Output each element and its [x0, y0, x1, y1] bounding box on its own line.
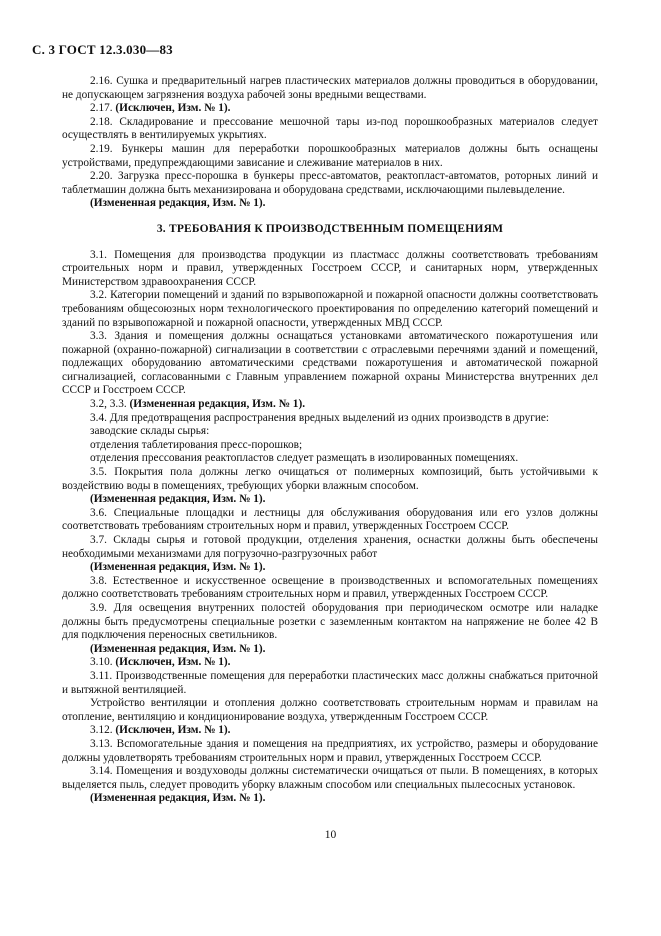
paragraph: заводские склады сырья: [90, 425, 210, 438]
paragraph: 3.1. Помещения для производства продукции из пластмасс должны соответствовать требованиям строительных норм и правил, утвержденных Госстроем СССР, и санитарных норм, утвержденных Министерством здравоохранения СССР. [62, 248, 598, 288]
paragraph: 3.14. Помещения и воздуховоды должны систематически очищаться от пыли. В помещениях, в которых выделяется пыль, следует проводить уборку влажным способом или специальных пылесосных установок. [62, 765, 598, 791]
clause-excluded [62, 102, 598, 116]
paragraph: 2.16. Сушка и предварительный нагрев пластических материалов должны проводиться в оборудовании, не допускающем загрязнения воздуха рабочей зоны вредными веществами. [62, 75, 598, 101]
section-2-continuation [62, 75, 598, 211]
paragraph: 3.8. Естественное и искусственное освещение в производственных и вспомогательных помещениях должно соответствовать требованиям строительных норм и правил, утвержденных Госстроем СССР. [62, 574, 598, 601]
clause-excluded [62, 398, 598, 412]
section-title: 3. ТРЕБОВАНИЯ К ПРОИЗВОДСТВЕННЫМ ПОМЕЩЕНИЯМ [156, 222, 504, 235]
page-header: С. 3 ГОСТ 12.3.030—83 [32, 42, 173, 57]
paragraph: 3.11. Производственные помещения для переработки пластических масс должны снабжаться приточной и вытяжной вентиляцией. [62, 669, 598, 696]
clause-excluded [62, 724, 598, 738]
clause-number: 3.10. [90, 656, 116, 669]
clause-number: 3.12. [90, 724, 116, 737]
paragraph: 2.18. Складирование и прессование мешочной тары из-под порошкообразных материалов следует осуществлять в вентилируемых укрытиях. [62, 115, 598, 142]
paragraph: 3.9. Для освещения внутренних полостей оборудования при периодическом осмотре или наладке должны быть предусмотрены специальные розетки с заземленным контактом на напряжение не более 42 В для подключения переносных светильников. [62, 601, 598, 642]
paragraph: 3.3. Здания и помещения должны оснащаться установками автоматического пожаротушения или пожарной (охранно-пожарной) сигнализации в соответствии с отраслевыми перечнями зданий и помещений, подлежащих оборудованию автоматическими средствами пожаротушения и автоматической пожарной сигнализацией, согласованными с Главным управлением пожарной охраны Министерства внутренних дел СССР и Госстроем СССР. [62, 330, 598, 397]
paragraph: 3.5. Покрытия пола должны легко очищаться от полимерных композиций, быть устойчивыми к воздействию воды в помещениях, требующих уборки влажным способом. [62, 466, 598, 492]
section-3-body [62, 249, 598, 806]
clause-excluded [62, 656, 598, 670]
amendment-note: (Исключен, Изм. № 1). [115, 724, 231, 737]
amendment-note: (Исключен, Изм. № 1). [115, 656, 231, 669]
paragraph: 2.19. Бункеры машин для переработки порошкообразных материалов должны быть оснащены устройствами, предупреждающими зависание и слеживание материалов в них. [62, 142, 598, 169]
paragraph: 3.2. Категории помещений и зданий по взрывопожарной и пожарной опасности должны соответствовать требованиям общесоюзных норм технологического проектирования по определению категорий помещений и зданий по взрывопожарной и пожарной опасности, утвержденных МВД СССР. [62, 289, 598, 329]
paragraph: 3.6. Специальные площадки и лестницы для обслуживания оборудования или его узлов должны соответствовать требованиям строительных норм и правил, утвержденных Госстроем СССР. [62, 506, 598, 533]
paragraph: 3.13. Вспомогательные здания и помещения на предприятиях, их устройство, размеры и оборудование должны удовлетворять требованиям строительных норм и правил, утвержденных Госстроем СССР. [62, 737, 598, 764]
amendment-note: (Измененная редакция, Изм. № 1). [90, 493, 266, 506]
amendment-note: (Измененная редакция, Изм. № 1). [129, 398, 306, 411]
paragraph: 2.20. Загрузка пресс-порошка в бункеры пресс-автоматов, реактопласт-автоматов, роторных линий и таблетмашин должна быть механизирована и оборудована средствами, исключающими пылевыделение. [62, 170, 598, 196]
amendment-note: (Измененная редакция, Изм. № 1). [90, 642, 266, 655]
paragraph: 3.7. Склады сырья и готовой продукции, отделения хранения, оснастки должны быть обеспечены необходимыми механизмами для погрузочно-разгрузочных работ [62, 534, 598, 560]
paragraph: Устройство вентиляции и отопления должно соответствовать строительным нормам и правилам на отопление, вентиляцию и кондиционирование воздуха, утвержденным Госстроем СССР. [62, 697, 598, 723]
amendment-note: (Измененная редакция, Изм. № 1). [90, 561, 266, 574]
paragraph: 3.4. Для предотвращения распространения вредных выделений из одних производств в другие: [90, 411, 550, 424]
document-body [62, 75, 598, 806]
paragraph: отделения прессования реактопластов следует размещать в изолированных помещениях. [90, 452, 519, 465]
clause-number: 2.17. [90, 102, 116, 115]
paragraph: отделения таблетирования пресс-порошков; [90, 438, 303, 451]
clause-number: 3.2, 3.3. [90, 398, 130, 411]
page-number: 10 [324, 829, 337, 841]
amendment-note: (Измененная редакция, Изм. № 1). [90, 792, 266, 805]
amendment-note: (Исключен, Изм. № 1). [115, 102, 231, 115]
amendment-note: (Измененная редакция, Изм. № 1). [90, 197, 266, 210]
